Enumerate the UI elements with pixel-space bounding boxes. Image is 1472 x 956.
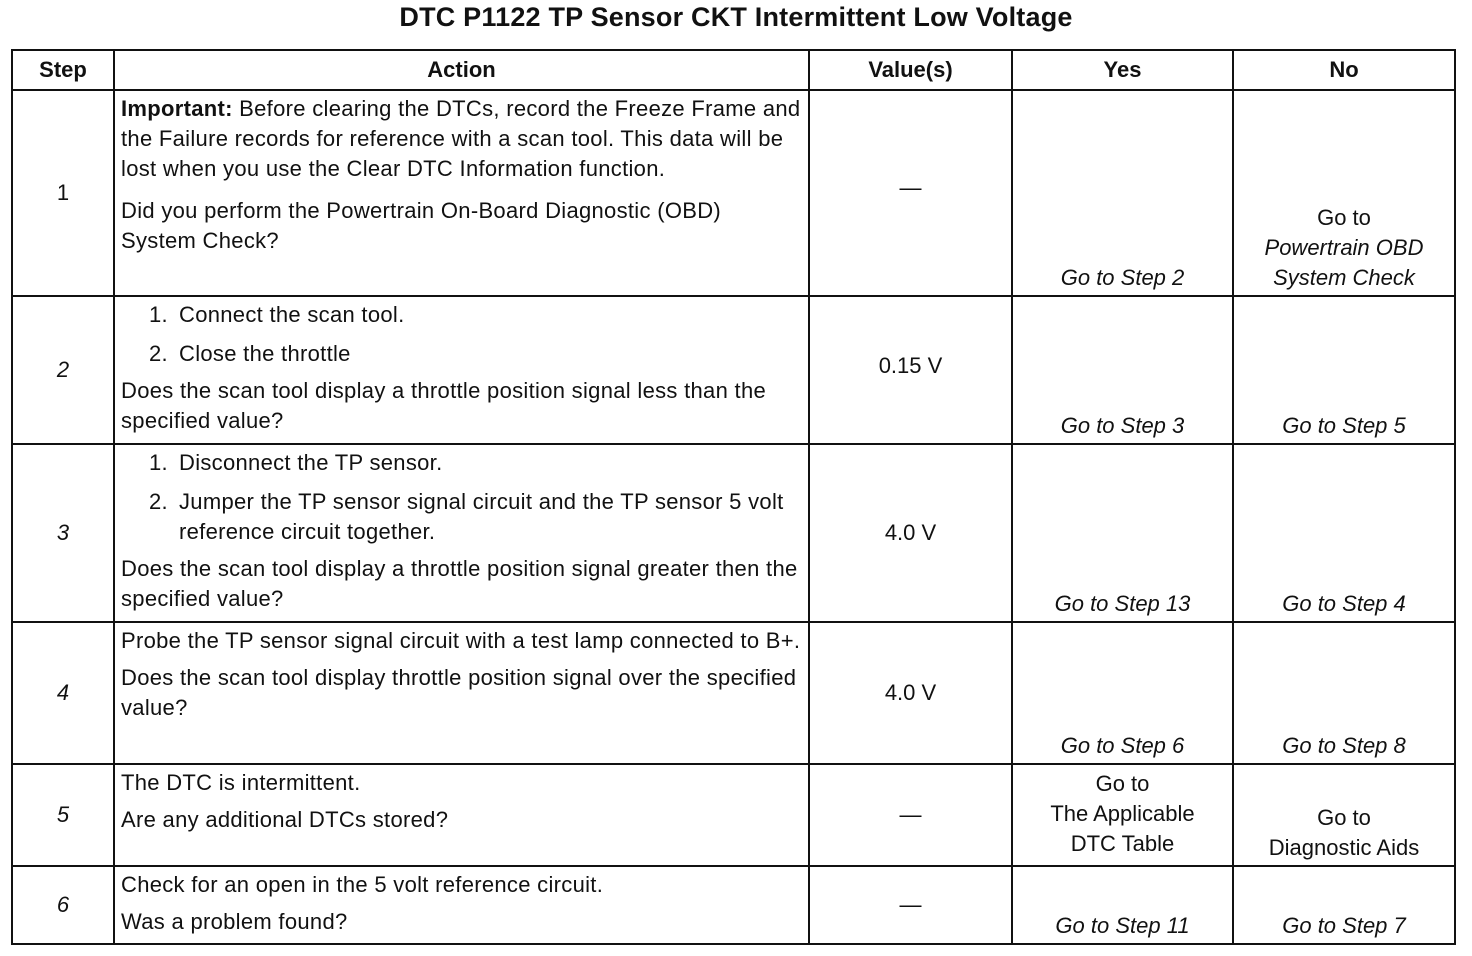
- action-list-item: 1. Disconnect the TP sensor.: [149, 450, 443, 475]
- no-target-text: Diagnostic Aids: [1268, 835, 1420, 860]
- value-cell: —: [809, 764, 1012, 866]
- action-text: The DTC is intermittent.: [121, 770, 361, 795]
- action-text: Probe the TP sensor signal circuit with a test lamp connected to B+.: [121, 628, 801, 653]
- action-question: Are any additional DTCs stored?: [121, 807, 449, 832]
- value-cell: —: [809, 90, 1012, 296]
- no-goto-text: Go to: [1317, 205, 1371, 230]
- table-row: [12, 622, 1455, 764]
- action-text: Check for an open in the 5 volt reference circuit.: [121, 872, 604, 897]
- no-goto-text: Go to: [1317, 805, 1371, 830]
- header-step: Step: [12, 50, 114, 90]
- value-cell: 4.0 V: [809, 622, 1012, 764]
- header-row: [12, 50, 1455, 90]
- yes-cell: Go to Step 3: [1012, 296, 1233, 444]
- yes-target-text: The Applicable: [1050, 801, 1195, 826]
- action-cell: [114, 622, 809, 764]
- yes-target-text: DTC Table: [1070, 831, 1175, 856]
- action-question: Was a problem found?: [121, 909, 348, 934]
- action-cell: [114, 90, 809, 296]
- important-label: Important:: [121, 96, 233, 121]
- yes-cell: [1012, 764, 1233, 866]
- important-text: Before clearing the DTCs, record the Freeze Frame and the Failure records for reference with a scan tool. This data will be lost when you use the Clear DTC Information function.: [121, 96, 801, 181]
- header-yes: Yes: [1012, 50, 1233, 90]
- header-no: No: [1233, 50, 1455, 90]
- action-list-item: 2. Jumper the TP sensor signal circuit and the TP sensor 5 volt reference circuit together.: [149, 489, 784, 544]
- action-cell: [114, 444, 809, 622]
- page-title: DTC P1122 TP Sensor CKT Intermittent Low Voltage: [399, 2, 1073, 32]
- no-cell: Go to Step 5: [1233, 296, 1455, 444]
- step-number: 4: [12, 622, 114, 764]
- action-cell: [114, 296, 809, 444]
- action-cell: [114, 866, 809, 944]
- step-number: 6: [12, 866, 114, 944]
- table-row: [12, 296, 1455, 444]
- no-cell: [1233, 90, 1455, 296]
- action-list-item: 1. Connect the scan tool.: [149, 302, 405, 327]
- no-cell: Go to Step 8: [1233, 622, 1455, 764]
- value-cell: —: [809, 866, 1012, 944]
- no-cell: Go to Step 4: [1233, 444, 1455, 622]
- step-number: 2: [12, 296, 114, 444]
- header-values: Value(s): [809, 50, 1012, 90]
- value-cell: 4.0 V: [809, 444, 1012, 622]
- diagnostic-table: [11, 49, 1456, 945]
- header-action: Action: [114, 50, 809, 90]
- no-target-text: Powertrain OBD System Check: [1264, 235, 1424, 290]
- table-row: [12, 866, 1455, 944]
- action-question: Did you perform the Powertrain On-Board Diagnostic (OBD) System Check?: [121, 198, 722, 253]
- action-cell: [114, 764, 809, 866]
- action-question: Does the scan tool display throttle position signal over the specified value?: [121, 665, 797, 720]
- yes-goto-text: Go to: [1095, 771, 1150, 796]
- table-row: [12, 764, 1455, 866]
- action-question: Does the scan tool display a throttle position signal greater then the specified value?: [121, 556, 798, 611]
- no-cell: [1233, 764, 1455, 866]
- yes-cell: Go to Step 6: [1012, 622, 1233, 764]
- step-number: 1: [12, 90, 114, 296]
- value-cell: 0.15 V: [809, 296, 1012, 444]
- yes-cell: Go to Step 13: [1012, 444, 1233, 622]
- yes-cell: Go to Step 2: [1012, 90, 1233, 296]
- action-question: Does the scan tool display a throttle position signal less than the specified value?: [121, 378, 767, 433]
- important-note: [121, 94, 802, 184]
- yes-cell: Go to Step 11: [1012, 866, 1233, 944]
- table-row: [12, 90, 1455, 296]
- step-number: 3: [12, 444, 114, 622]
- step-number: 5: [12, 764, 114, 866]
- no-cell: Go to Step 7: [1233, 866, 1455, 944]
- action-list-item: 2. Close the throttle: [149, 341, 351, 366]
- table-row: [12, 444, 1455, 622]
